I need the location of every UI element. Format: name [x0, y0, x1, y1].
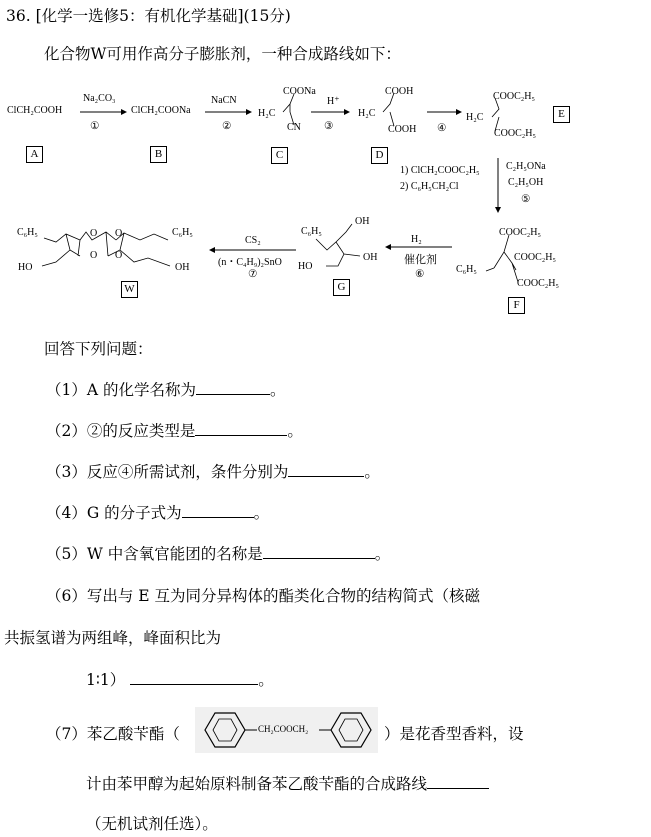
compound-e-left: H₂C	[466, 112, 484, 123]
step-3-number: ③	[324, 121, 334, 132]
compound-f-top: COOC₂H₅	[499, 227, 541, 238]
question-4: （4）G 的分子式为 。	[46, 501, 269, 523]
compound-g-c6h5: C₆H₅	[301, 226, 322, 237]
compound-c-left: H₂C	[258, 108, 276, 119]
step-1-number: ①	[90, 121, 100, 132]
label-g: G	[333, 279, 350, 296]
compound-d-bottom: COOH	[388, 124, 417, 135]
question-7-line-3: （无机试剂任选）。	[86, 815, 218, 833]
compound-w-ho: HO	[18, 262, 33, 273]
reagent-5-left-2: 2) C₆H₅CH₂Cl	[400, 181, 459, 192]
answer-prompt: 回答下列问题：	[44, 340, 153, 358]
label-e: E	[553, 106, 570, 123]
bond-e	[492, 98, 499, 131]
reagent-3: H⁺	[327, 96, 340, 107]
question-6-line-2: 共振氢谱为两组峰，峰面积比为	[4, 629, 222, 647]
question-3: （3）反应④所需试剂，条件分别为 。	[46, 460, 380, 482]
question-1: （1）A 的化学名称为 。	[46, 378, 286, 400]
label-a: A	[26, 146, 43, 163]
question-intro: 化合物W可用作高分子膨胀剂，一种合成路线如下：	[44, 45, 401, 63]
compound-g-ho-left: HO	[298, 261, 313, 272]
condition-7: (n・C₄H₉)₂SnO	[218, 257, 282, 268]
compound-b: ClCH₂COONa	[131, 105, 191, 116]
question-7-start: （7）苯乙酸苄酯（	[46, 725, 180, 743]
benzyl-phenylacetate-structure	[195, 707, 378, 753]
label-d: D	[371, 147, 388, 164]
benzene-ring-left	[205, 713, 245, 747]
compound-d-top: COOH	[385, 86, 414, 97]
compound-e-bottom: COOC₂H₅	[494, 128, 536, 139]
bond-w	[42, 232, 170, 266]
answer-blank-5[interactable]	[263, 542, 375, 559]
reagent-5-right-2: C₂H₅OH	[508, 177, 544, 188]
reagent-1: Na₂CO₃	[83, 93, 116, 104]
bond-d	[383, 93, 394, 126]
question-6-line-1: （6）写出与 E 互为同分异构体的酯类化合物的结构简式（核磁	[46, 587, 481, 605]
label-w: W	[121, 281, 138, 298]
compound-f-right-2: COOC₂H₅	[517, 278, 559, 289]
answer-blank-3[interactable]	[288, 460, 364, 477]
label-b: B	[150, 146, 167, 163]
compound-g-oh-right: OH	[363, 252, 378, 263]
condition-6: 催化剂	[404, 254, 437, 266]
label-f: F	[508, 297, 525, 314]
compound-c-top: COONa	[283, 86, 316, 97]
compound-w-c6h5-left: C₆H₅	[17, 227, 38, 238]
compound-w-c6h5-right: C₆H₅	[172, 227, 193, 238]
step-7-number: ⑦	[248, 269, 258, 280]
question-2: （2）②的反应类型是 。	[46, 419, 303, 441]
reagent-7: CS₂	[245, 235, 261, 246]
question-6-line-3: 1∶1） 。	[86, 668, 274, 690]
question-7-after: ）是花香型香料，设	[384, 725, 524, 743]
answer-blank-7[interactable]	[427, 772, 489, 789]
reagent-2: NaCN	[211, 95, 237, 106]
reagent-6: H₂	[411, 234, 422, 245]
compound-w-o2: O	[115, 228, 123, 239]
compound-w-o3: O	[90, 250, 98, 261]
step-6-number: ⑥	[415, 269, 425, 280]
answer-blank-4[interactable]	[182, 501, 254, 518]
compound-e-top: COOC₂H₅	[493, 91, 535, 102]
compound-f-left: C₆H₅	[456, 264, 477, 275]
bond-g	[316, 224, 360, 266]
compound-g-oh-top: OH	[355, 216, 370, 227]
reagent-5-left-1: 1) ClCH₂COOC₂H₅	[400, 165, 480, 176]
compound-a: ClCH₂COOH	[7, 105, 63, 116]
answer-blank-1[interactable]	[196, 378, 270, 395]
compound-c-bottom: CN	[287, 122, 301, 133]
question-5: （5）W 中含氧官能团的名称是 。	[46, 542, 390, 564]
compound-w-o4: O	[115, 250, 123, 261]
q7-linker-formula: CH₂COOCH₂	[258, 724, 309, 734]
answer-blank-6[interactable]	[130, 668, 258, 685]
compound-w-oh: OH	[175, 262, 190, 273]
bond-c	[283, 94, 294, 125]
step-2-number: ②	[222, 121, 232, 132]
benzene-ring-right	[331, 713, 371, 747]
compound-w-o1: O	[90, 228, 98, 239]
reagent-5-right-1: C₂H₅ONa	[506, 161, 546, 172]
question-7-line-2: 计由苯甲醇为起始原料制备苯乙酸苄酯的合成路线	[86, 772, 489, 794]
step-5-number: ⑤	[521, 194, 531, 205]
compound-f-right-1: COOC₂H₅	[514, 252, 556, 263]
compound-d-left: H₂C	[358, 108, 376, 119]
answer-blank-2[interactable]	[195, 419, 287, 436]
question-title: 36. [化学一选修5：有机化学基础](15分)	[6, 7, 291, 25]
label-c: C	[271, 147, 288, 164]
step-4-number: ④	[437, 123, 447, 134]
